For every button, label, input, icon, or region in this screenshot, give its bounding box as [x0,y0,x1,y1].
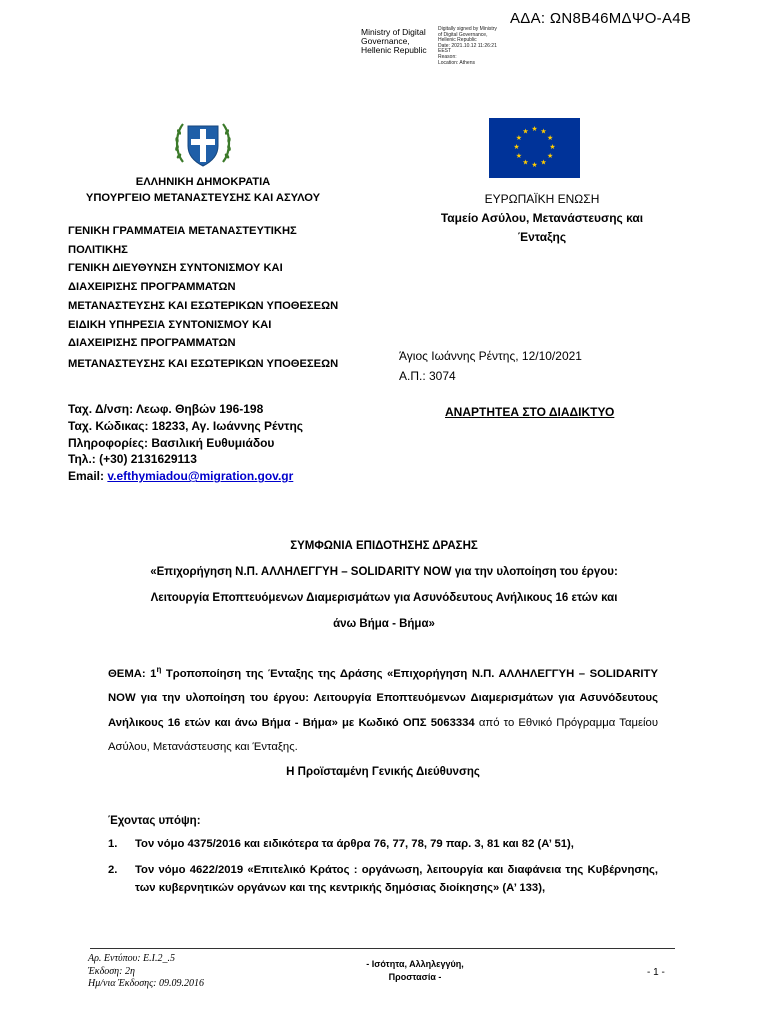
subject-paragraph [108,658,658,760]
address-block [68,401,303,485]
svg-text:★: ★ [522,158,529,167]
footer-divider [90,948,675,949]
signature-detail-line: EEST [438,48,452,55]
address-street: Ταχ. Δ/νση: Λεωφ. Θηβών 196-198 [68,402,264,416]
footer-motto-line: Προστασία - [388,972,442,982]
subject-bold-text: Τροποποίηση της Ένταξης της Δράσης «Επιχορήγηση Ν.Π. ΑΛΛΗΛΕΓΓΥΗ – SOLIDARITY NOW για την υλοποίηση του έργου: Λειτουργία Εποπτευόμενων Διαμερισμάτων για Ασυνόδευτους Ανήλικους 16 ετών και άνω Βήμα - Βήμα» με Κωδικό ΟΠΣ 5063334 [108,667,658,729]
country-name: ΕΛΛΗΝΙΚΗ ΔΗΜΟΚΡΑΤΙΑ [135,176,271,188]
department-line: ΜΕΤΑΝΑΣΤΕΥΣΗΣ ΚΑΙ ΕΣΩΤΕΡΙΚΩΝ ΥΠΟΘΕΣΕΩΝ [68,299,339,312]
departments-block [68,222,338,374]
list-item [108,861,658,897]
subject-sup: η [156,665,162,674]
list-item-text: Τον νόμο 4622/2019 «Επιτελικό Κράτος : οργάνωση, λειτουργία και διαφάνεια της Κυβέρνησης, των κυβερνητικών οργάνων και της κεντρικής δημόσιας διοίκησης» (Α’ 133), [135,864,658,894]
address-email-row [68,468,303,485]
agreement-line: ΣΥΜΦΩΝΙΑ ΕΠΙΔΟΤΗΣΗΣ ΔΡΑΣΗΣ [290,540,478,552]
list-item [108,835,658,853]
signature-signer [361,28,427,55]
agreement-line: «Επιχορήγηση Ν.Π. ΑΛΛΗΛΕΓΓΥΗ – SOLIDARITY NOW για την υλοποίηση του έργου: [150,566,618,578]
email-link[interactable]: v.efthymiadou@migration.gov.gr [107,469,294,484]
agreement-title [90,533,678,637]
ministry-name: ΥΠΟΥΡΓΕΙΟ ΜΕΤΑΝΑΣΤΕΥΣΗΣ ΚΑΙ ΑΣΥΛΟΥ [85,192,321,204]
eu-header [400,190,684,247]
email-label: Email: [68,469,108,484]
signature-detail-line: Digitally signed by Ministry [438,26,497,32]
eu-fund-cont: Ένταξης [517,230,567,244]
agreement-line: Λειτουργία Εποπτευόμενων Διαμερισμάτων για Ασυνόδευτους Ανήλικους 16 ετών και [150,592,618,604]
subject-label: ΘΕΜΑ: 1 [108,667,157,680]
svg-text:★: ★ [515,152,523,160]
signature-detail-line: Hellenic Republic [438,37,477,44]
signature-detail-line: Location: Athens [438,59,475,66]
page-number: - 1 - [647,967,665,978]
footer-edition-date: Ημ/νια Έκδοσης: 09.09.2016 [88,978,205,989]
list-item-number: 1. [108,838,118,850]
svg-text:★: ★ [546,152,554,160]
signature-signer-line: Hellenic Republic [361,45,427,55]
signature-detail-line: Reason: [438,53,457,60]
footer-motto-line: - Ισότητα, Αλληλεγγύη, [366,959,464,969]
department-line: ΕΙΔΙΚΗ ΥΠΗΡΕΣΙΑ ΣΥΝΤΟΝΙΣΜΟΥ ΚΑΙ [68,318,272,331]
publish-notice: ΑΝΑΡΤΗΤΕΑ ΣΤΟ ΔΙΑΔΙΚΤΥΟ [445,405,615,419]
department-line: ΠΟΛΙΤΙΚΗΣ [68,243,128,256]
svg-text:★: ★ [531,161,538,169]
signature-signer-line: Ministry of Digital [361,27,426,37]
department-line: ΔΙΑΧΕΙΡΙΣΗΣ ΠΡΟΓΡΑΜΜΑΤΩΝ [68,281,236,294]
address-postal: Ταχ. Κώδικας: 18233, Αγ. Ιωάννης Ρέντης [68,418,304,433]
footer-form-number: Αρ. Εντύπου: Ε.Ι.2_.5 [88,953,175,964]
footer-edition: Έκδοση: 2η [88,965,135,977]
list-item-text: Τον νόμο 4375/2016 και ειδικότερα τα άρθρα 76, 77, 78, 79 παρ. 3, 81 και 82 (Α’ 51), [135,838,574,850]
greek-emblem-icon [171,112,235,176]
department-line: ΔΙΑΧΕΙΡΙΣΗΣ ΠΡΟΓΡΑΜΜΑΤΩΝ [68,337,236,350]
date-line: Άγιος Ιωάννης Ρέντης, 12/10/2021 [399,349,582,363]
address-phone: Τηλ.: (+30) 2131629113 [68,452,197,467]
subject-normal-text: από το Εθνικό Πρόγραμμα Ταμείου Ασύλου, Μετανάστευσης και Ένταξης. [108,716,658,754]
signature-signer-line: Governance, [361,36,410,46]
signature-detail-line: of Digital Governance, [438,31,488,38]
agreement-line: άνω Βήμα - Βήμα» [333,618,435,630]
footer-motto [340,958,490,984]
svg-text:★: ★ [515,134,523,142]
footer-form-info [88,953,204,991]
eu-fund: Ταμείο Ασύλου, Μετανάστευσης και [440,211,644,225]
eu-flag-icon [489,118,580,178]
svg-text:★: ★ [540,158,547,167]
svg-text:★: ★ [522,127,529,136]
svg-text:★: ★ [549,143,556,151]
address-info: Πληροφορίες: Βασιλική Ευθυμιάδου [68,435,275,450]
department-line: ΜΕΤΑΝΑΣΤΕΥΣΗΣ ΚΑΙ ΕΣΩΤΕΡΙΚΩΝ ΥΠΟΘΕΣΕΩΝ [68,357,339,370]
section-heading: Η Προϊσταμένη Γενικής Διεύθυνσης [286,766,480,778]
date-protocol [399,346,582,386]
considering-label: Έχοντας υπόψη: [108,815,201,827]
department-line: ΓΕΝΙΚΗ ΔΙΕΥΘΥΝΣΗ ΣΥΝΤΟΝΙΣΜΟΥ ΚΑΙ [68,262,283,275]
svg-text:★: ★ [513,143,520,151]
signature-detail-line: Date: 2021.10.12 11:26:21 [438,42,497,49]
svg-text:★: ★ [540,127,547,136]
ada-code: ΑΔΑ: ΩΝ8Β46ΜΔΨΟ-Α4Β [510,10,692,27]
signature-details [438,27,497,66]
svg-text:★: ★ [531,125,538,133]
list-item-number: 2. [108,864,118,876]
protocol-number: Α.Π.: 3074 [399,369,456,383]
department-line: ΓΕΝΙΚΗ ΓΡΑΜΜΑΤΕΙΑ ΜΕΤΑΝΑΣΤΕΥΤΙΚΗΣ [68,225,297,237]
eu-union: ΕΥΡΩΠΑΪΚΗ ΕΝΩΣΗ [484,192,600,206]
svg-text:★: ★ [546,134,554,142]
